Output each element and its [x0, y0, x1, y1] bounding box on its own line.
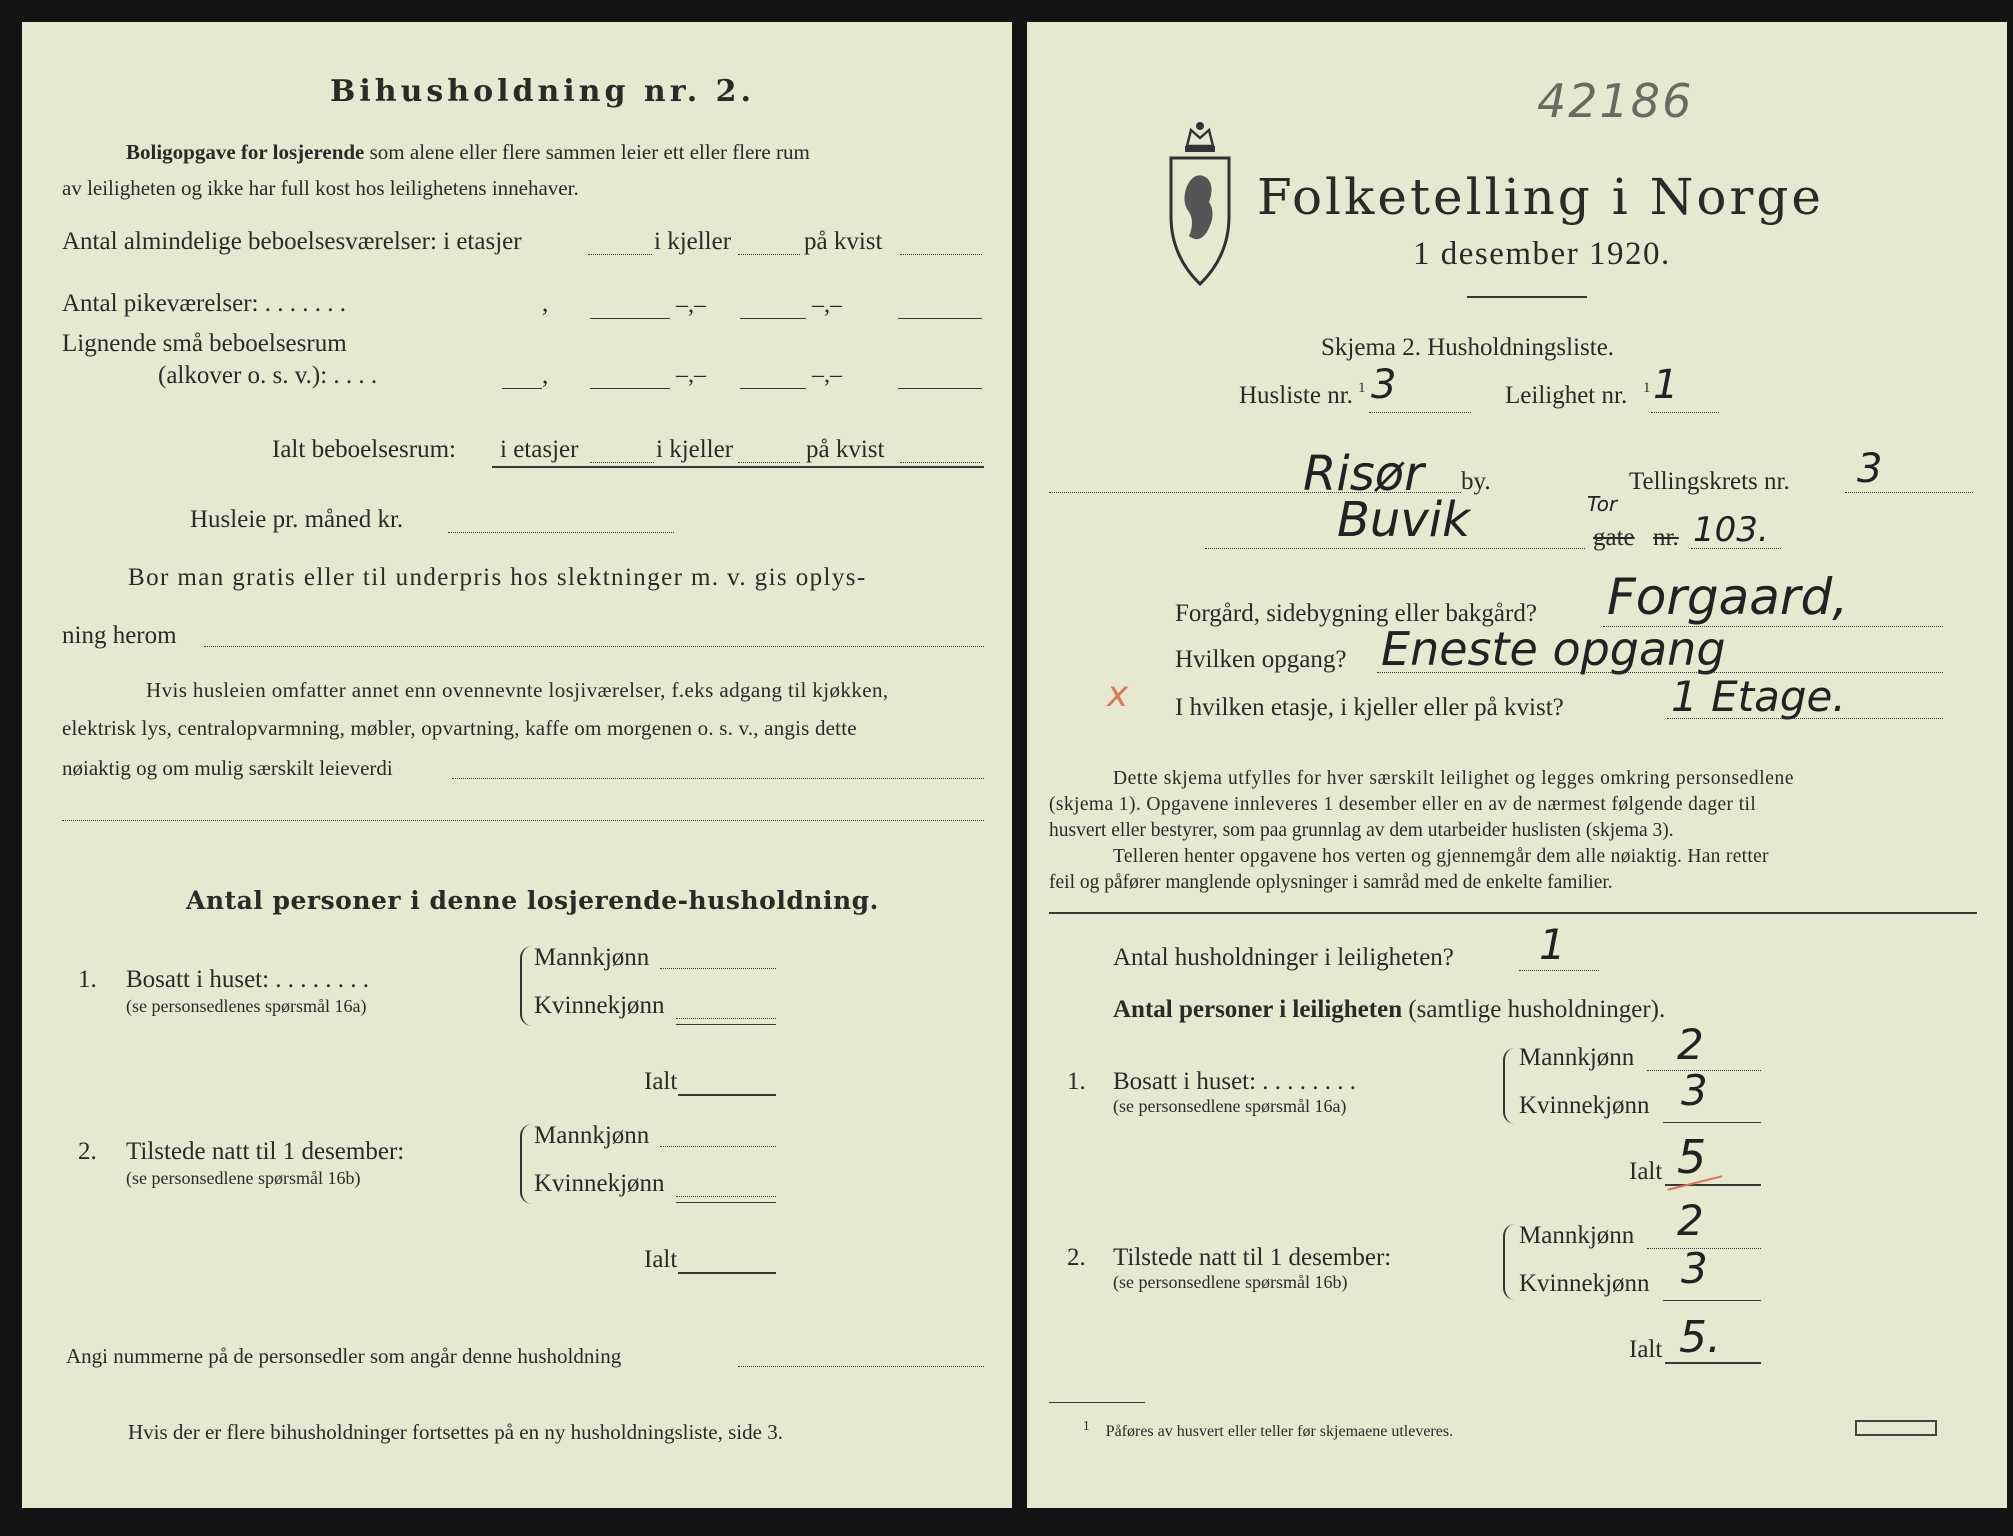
- rq1-mann-label: Mannkjønn: [1519, 1044, 1635, 1071]
- lq2-sub: (se personsedlene spørsmål 16b): [126, 1168, 361, 1188]
- instr-line2: (skjema 1). Opgavene innleveres 1 desember eller en av de nærmest følgende dager til: [1049, 794, 1757, 815]
- printer-stamp: [1855, 1420, 1937, 1436]
- lignende-label: Lignende små beboelsesrum: [62, 330, 347, 357]
- husliste-label: Husliste nr.: [1239, 382, 1353, 409]
- lq1-mann-field[interactable]: [660, 968, 776, 969]
- leilighet-field: [1651, 412, 1719, 413]
- nr-label: nr.: [1653, 524, 1679, 551]
- lq1-brace: [520, 946, 532, 1026]
- pike-field-3[interactable]: [898, 318, 982, 319]
- gate-value[interactable]: Buvik: [1337, 492, 1470, 548]
- lq1-ialt-label: Ialt: [644, 1068, 678, 1095]
- rq2-brace: [1503, 1224, 1515, 1300]
- lq2-sum-line: [676, 1202, 776, 1203]
- leieverdi-field-2[interactable]: [62, 820, 984, 821]
- hvis-line1: Hvis husleien omfatter annet enn ovennevnte losjiværelser, f.eks adgang til kjøkken,: [146, 678, 889, 702]
- rq2-kvinne-label: Kvinnekjønn: [1519, 1270, 1650, 1297]
- lignende-field-3[interactable]: [898, 388, 982, 389]
- gate-field: [1205, 548, 1585, 549]
- husleie-label: Husleie pr. måned kr.: [190, 506, 404, 533]
- opgang-field: [1377, 672, 1943, 673]
- lq1-kvinne-label: Kvinnekjønn: [534, 992, 665, 1019]
- rq1-kvinne-value[interactable]: 3: [1681, 1066, 1708, 1115]
- lq2-label: Tilstede natt til 1 desember:: [126, 1138, 405, 1165]
- hvis-line3: nøiaktig og om mulig særskilt leieverdi: [62, 756, 393, 780]
- hvis-line2: elektrisk lys, centralopvarmning, møbler, opvartning, kaffe om morgenen o. s. v., angis dette: [62, 716, 857, 740]
- lq2-num: 2.: [78, 1138, 97, 1165]
- right-page: [1027, 22, 2007, 1508]
- etasje-check-mark: x: [1107, 674, 1129, 715]
- tellingskrets-value[interactable]: 3: [1857, 446, 1883, 492]
- lq2-mann-field[interactable]: [660, 1146, 776, 1147]
- angi-label: Angi nummerne på de personsedler som angår denne husholdning: [66, 1344, 622, 1368]
- husliste-footnote-mark: 1: [1358, 380, 1366, 396]
- rq2-kvinne-value[interactable]: 3: [1681, 1244, 1708, 1293]
- opgang-label: Hvilken opgang?: [1175, 646, 1347, 673]
- census-title: Folketelling i Norge: [1257, 168, 1824, 226]
- rq2-sub: (se personsedlene spørsmål 16b): [1113, 1272, 1348, 1292]
- leieverdi-field[interactable]: [452, 778, 984, 779]
- rq2-ialt-field: [1665, 1362, 1761, 1364]
- antal-hush-label: Antal husholdninger i leiligheten?: [1113, 944, 1454, 971]
- angi-field[interactable]: [738, 1366, 984, 1367]
- etasje-value[interactable]: 1 Etage.: [1671, 672, 1846, 721]
- leilighet-value[interactable]: 1: [1653, 362, 1679, 408]
- ialt-kjeller-field[interactable]: [738, 462, 800, 463]
- gate-insertion[interactable]: Tor: [1587, 492, 1618, 516]
- pike-sep-1: –,–: [676, 292, 706, 318]
- lignende-comma: ,: [542, 362, 549, 389]
- rq1-mann-value[interactable]: 2: [1677, 1020, 1704, 1069]
- rq2-label: Tilstede natt til 1 desember:: [1113, 1244, 1392, 1271]
- forgaard-label: Forgård, sidebygning eller bakgård?: [1175, 600, 1537, 627]
- rq1-sum-line: [1663, 1122, 1761, 1123]
- rq2-mann-label: Mannkjønn: [1519, 1222, 1635, 1249]
- bor-field[interactable]: [204, 646, 984, 647]
- lq1-mann-label: Mannkjønn: [534, 944, 650, 971]
- rooms-kvist-field[interactable]: [900, 254, 982, 255]
- lq2-ialt-field[interactable]: [678, 1272, 776, 1274]
- intro-rest: som alene eller flere sammen leier ett eller flere rum: [369, 140, 810, 164]
- rooms-kjeller-field[interactable]: [738, 254, 800, 255]
- lq1-sub: (se personsedlenes spørsmål 16a): [126, 996, 367, 1016]
- lq2-kvinne-field[interactable]: [676, 1196, 776, 1197]
- lq1-sum-line: [676, 1024, 776, 1025]
- rq1-sub: (se personsedlene spørsmål 16a): [1113, 1096, 1347, 1116]
- lq1-label: Bosatt i huset: . . . . . . . .: [126, 966, 370, 993]
- ialt-kvist-field[interactable]: [900, 462, 982, 463]
- rq1-brace: [1503, 1048, 1515, 1124]
- rq1-ialt-value[interactable]: 5: [1677, 1130, 1707, 1184]
- pike-field-2[interactable]: [740, 318, 806, 319]
- pike-comma: ,: [542, 290, 549, 317]
- archive-number: 42186: [1537, 74, 1694, 128]
- pike-label: Antal pikeværelser: . . . . . . .: [62, 290, 346, 317]
- rooms-kjeller-label: i kjeller: [654, 228, 732, 255]
- antal-pers-bold: Antal personer i leiligheten: [1113, 996, 1403, 1023]
- instr-line5: feil og påfører manglende oplysninger i samråd med de enkelte familier.: [1049, 872, 1613, 893]
- ialt-underline: [492, 466, 984, 468]
- census-date: 1 desember 1920.: [1413, 236, 1671, 272]
- rq2-ialt-value[interactable]: 5.: [1679, 1312, 1721, 1363]
- rooms-etasjer-field[interactable]: [588, 254, 652, 255]
- antal-hush-field: [1519, 970, 1599, 971]
- rq1-kvinne-label: Kvinnekjønn: [1519, 1092, 1650, 1119]
- left-footer: Hvis der er flere bihusholdninger fortsettes på en ny husholdningsliste, side 3.: [128, 1420, 783, 1444]
- rq1-num: 1.: [1067, 1068, 1086, 1095]
- ialt-etasjer-field[interactable]: [590, 462, 654, 463]
- lq2-brace: [520, 1124, 532, 1204]
- antal-personer-header: Antal personer i denne losjerende-husholdning.: [186, 886, 879, 915]
- pike-sep-2: –,–: [812, 292, 842, 318]
- ialt-kvist-label: på kvist: [806, 436, 885, 463]
- antal-pers-rest: (samtlige husholdninger).: [1408, 996, 1666, 1023]
- rooms-kvist-label: på kvist: [804, 228, 883, 255]
- by-label: by.: [1461, 468, 1491, 495]
- ialt-etasjer-label: i etasjer: [500, 436, 579, 463]
- rooms-label: Antal almindelige beboelsesværelser: i etasjer: [62, 228, 522, 255]
- lq1-kvinne-field[interactable]: [676, 1018, 776, 1019]
- leilighet-footnote-mark: 1: [1643, 380, 1651, 396]
- skjema-label: Skjema 2. Husholdningsliste.: [1321, 334, 1615, 361]
- lq2-kvinne-label: Kvinnekjønn: [534, 1170, 665, 1197]
- rq2-mann-value[interactable]: 2: [1677, 1196, 1704, 1245]
- ialt-rum-label: Ialt beboelsesrum:: [272, 436, 456, 463]
- instr-divider: [1049, 912, 1977, 914]
- bihusholdning-title: Bihusholdning nr. 2.: [330, 74, 755, 109]
- etasje-field: [1667, 718, 1943, 719]
- lq2-ialt-label: Ialt: [644, 1246, 678, 1273]
- lignende-field-2[interactable]: [740, 388, 806, 389]
- ialt-kjeller-label: i kjeller: [656, 436, 734, 463]
- bor-line2: ning herom: [62, 622, 177, 649]
- lignende-sep-1: –,–: [676, 362, 706, 388]
- instr-line4: Telleren henter opgavene hos verten og gjennemgår dem alle nøiaktig. Han retter: [1113, 846, 1769, 867]
- bor-line1: Bor man gratis eller til underpris hos slektninger m. v. gis oplys-: [128, 564, 867, 591]
- by-value[interactable]: Risør: [1303, 446, 1424, 502]
- footnote-rule: [1049, 1402, 1145, 1403]
- coat-of-arms-icon: [1165, 116, 1235, 286]
- lq2-mann-label: Mannkjønn: [534, 1122, 650, 1149]
- tellingskrets-field: [1845, 492, 1973, 493]
- lignende-sep-2: –,–: [812, 362, 842, 388]
- left-page: [22, 22, 1012, 1508]
- footnote-number: 1: [1083, 1418, 1090, 1433]
- leilighet-label: Leilighet nr.: [1505, 382, 1628, 409]
- husliste-field: [1369, 412, 1471, 413]
- husleie-field[interactable]: [448, 532, 674, 533]
- intro-bold: Boligopgave for losjerende: [126, 140, 365, 164]
- title-divider: [1467, 296, 1587, 298]
- lignende-field-0[interactable]: [502, 388, 542, 389]
- antal-hush-value[interactable]: 1: [1539, 920, 1566, 969]
- opgang-value[interactable]: Eneste opgang: [1381, 622, 1726, 676]
- lq1-num: 1.: [78, 966, 97, 993]
- intro-line2: av leiligheten og ikke har full kost hos leilighetens innehaver.: [62, 176, 579, 200]
- etasje-label: I hvilken etasje, i kjeller eller på kvist?: [1175, 694, 1564, 721]
- lignende-sub: (alkover o. s. v.): . . . .: [158, 362, 378, 389]
- lignende-field-1[interactable]: [590, 388, 670, 389]
- rq2-ialt-label: Ialt: [1629, 1336, 1663, 1363]
- forgaard-value[interactable]: Forgaard,: [1607, 568, 1849, 626]
- gate-label: gate: [1593, 524, 1635, 551]
- rq2-sum-line: [1663, 1300, 1761, 1301]
- pike-field-1[interactable]: [590, 318, 670, 319]
- tellingskrets-label: Tellingskrets nr.: [1629, 468, 1790, 495]
- rq1-label: Bosatt i huset: . . . . . . . .: [1113, 1068, 1357, 1095]
- footnote-text: Påføres av husvert eller teller før skjemaene utleveres.: [1105, 1423, 1454, 1441]
- instr-line1: Dette skjema utfylles for hver særskilt leilighet og legges omkring personsedlene: [1113, 768, 1795, 789]
- lq1-ialt-field[interactable]: [678, 1094, 776, 1096]
- husliste-value[interactable]: 3: [1371, 362, 1397, 408]
- gate-number-value[interactable]: 103.: [1693, 510, 1769, 550]
- rq2-num: 2.: [1067, 1244, 1086, 1271]
- gate-number-field: [1691, 548, 1781, 549]
- rq1-ialt-label: Ialt: [1629, 1158, 1663, 1185]
- instr-line3: husvert eller bestyrer, som paa grunnlag av dem utarbeider huslisten (skjema 3).: [1049, 820, 1674, 841]
